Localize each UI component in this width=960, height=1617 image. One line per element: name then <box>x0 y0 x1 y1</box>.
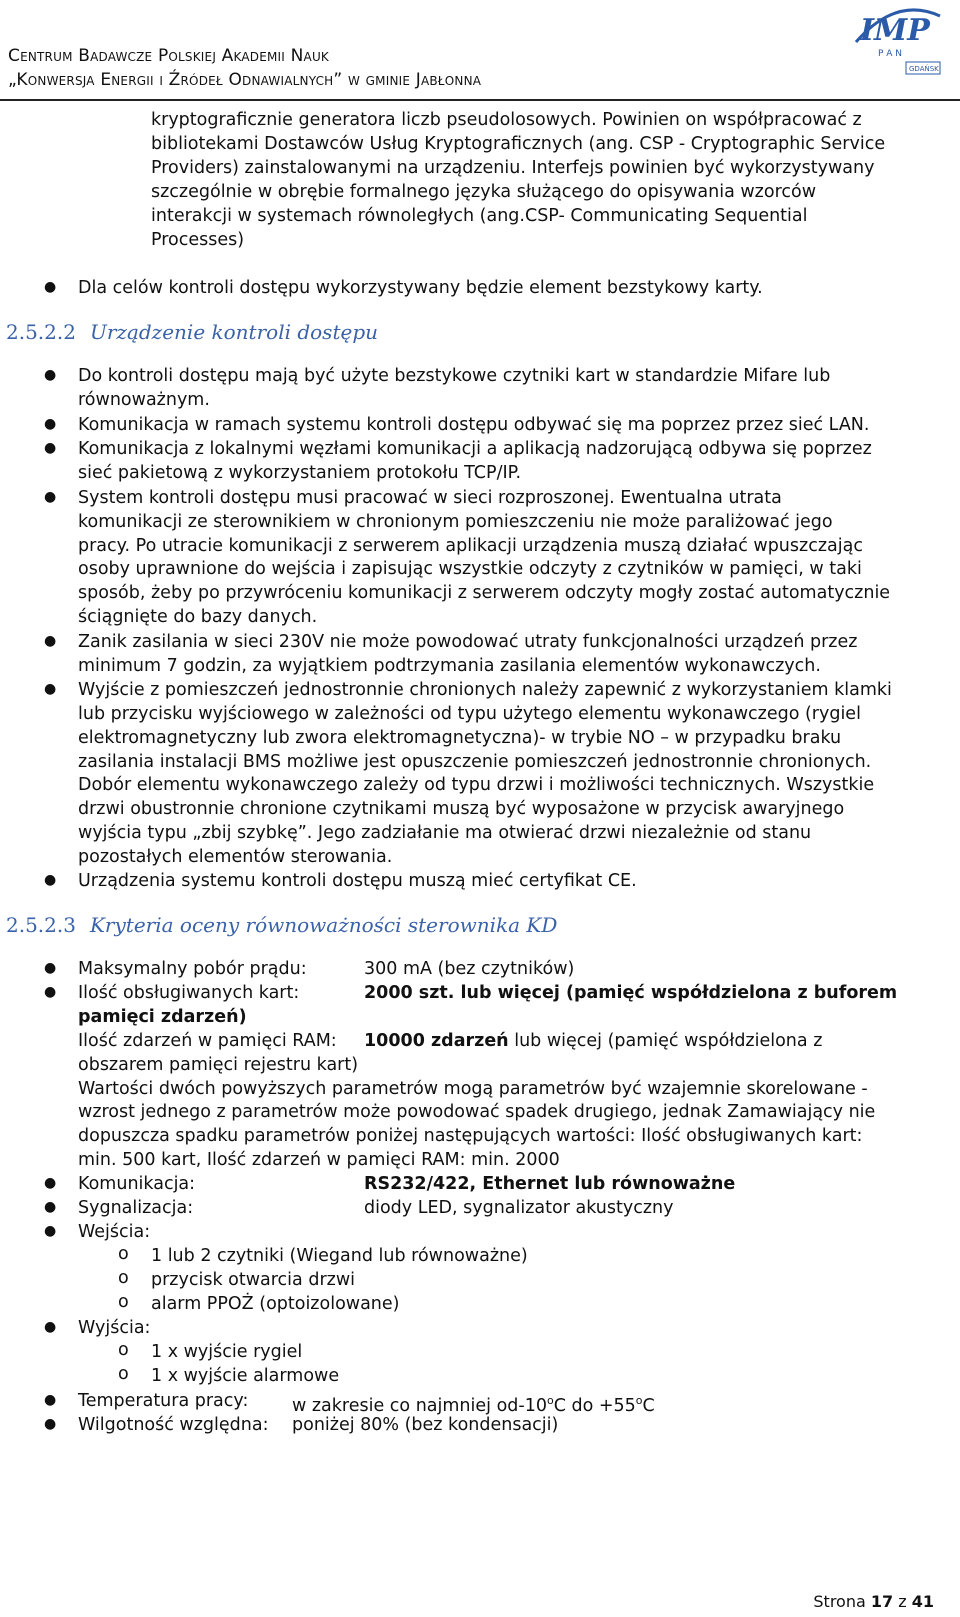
text-line: lub przycisku wyjściowego w zależności od typu użytego elementu wykonawczego (rygiel <box>78 704 861 724</box>
imp-pan-logo <box>848 2 944 82</box>
section-number: 2.5.2.3 <box>6 913 76 937</box>
svg-text:GDAŃSK: GDAŃSK <box>909 65 939 73</box>
text-line: Zanik zasilania w sieci 230V nie może powodować utraty funkcjonalności urządzeń przez <box>78 632 858 652</box>
bullet-icon: ● <box>44 367 57 383</box>
page-total: 41 <box>911 1592 934 1611</box>
text-line: Wyjście z pomieszczeń jednostronnie chronionych należy zapewnić z wykorzystaniem klamki <box>78 680 892 700</box>
param-label: Maksymalny pobór prądu: <box>78 959 307 979</box>
text-line: wzrost jednego z parametrów może powodować spadek drugiego, jednak Zamawiający nie <box>78 1102 876 1122</box>
degree-mark: o <box>635 1394 643 1407</box>
text-line: pozostałych elementów sterowania. <box>78 847 393 867</box>
param-label: Wejścia: <box>78 1222 151 1242</box>
section-heading <box>6 320 378 344</box>
list-item: 1 x wyjście alarmowe <box>151 1366 340 1386</box>
bullet-icon: ● <box>44 1175 57 1191</box>
param-value: 2000 szt. lub więcej (pamięć współdzielona z buforem <box>364 983 898 1003</box>
text-line: drzwi obustronnie chronione czytnikami muszą być wyposażone w przycisk awaryjnego <box>78 799 845 819</box>
bullet-icon: ● <box>44 681 57 697</box>
bullet-icon: ● <box>44 1416 57 1432</box>
text-line: równoważnym. <box>78 390 210 410</box>
text-line: dopuszcza spadku parametrów poniżej następujących wartości: Ilość obsługiwanych kart: <box>78 1126 863 1146</box>
bullet-icon: ● <box>44 633 57 649</box>
bullet-icon: ● <box>44 489 57 505</box>
temp-unit: C <box>642 1395 655 1416</box>
param-value: RS232/422, Ethernet lub równoważne <box>364 1174 736 1194</box>
section-heading <box>6 913 557 937</box>
text-line: wyjścia typu „zbij szybkę”. Jego zadziałanie ma otwierać drzwi niezależnie od stanu <box>78 823 812 843</box>
bullet-icon: ● <box>44 440 57 456</box>
header-divider <box>0 99 960 101</box>
param-label: Ilość obsługiwanych kart: <box>78 983 300 1003</box>
param-value: obszarem pamięci rejestru kart) <box>78 1055 359 1075</box>
text-line: szczególnie w obrębie formalnego języka służącego do opisywania wzorców <box>151 182 817 202</box>
header-project: „Konwersja Energii i Źródeł Odnawialnych” w gminie Jabłonna <box>8 70 482 90</box>
bullet-icon: ● <box>44 960 57 976</box>
page-header <box>0 0 960 102</box>
temp-range-end: C do +55 <box>553 1395 636 1416</box>
text-line: ściągnięte do bazy danych. <box>78 607 318 627</box>
text-line: Dobór elementu wykonawczego zależy od typu drzwi i możliwości technicznych. Wszystkie <box>78 775 875 795</box>
param-label: Ilość zdarzeń w pamięci RAM: <box>78 1031 337 1051</box>
page-number: 17 <box>870 1592 894 1611</box>
text-line: Komunikacja w ramach systemu kontroli dostępu odbywać się ma poprzez przez sieć LAN. <box>78 415 870 435</box>
bullet-icon: ● <box>44 872 57 888</box>
param-label: Wilgotność względna: <box>78 1415 269 1435</box>
sub-bullet-marker: o <box>118 1340 129 1360</box>
sub-bullet-marker: o <box>118 1292 129 1312</box>
param-value-bold: 10000 zdarzeń <box>364 1031 509 1051</box>
sub-bullet-marker: o <box>118 1268 129 1288</box>
param-label: Sygnalizacja: <box>78 1198 194 1218</box>
text-line: pracy. Po utracie komunikacji z serwerem aplikacji urządzenia muszą działać wpuszczając <box>78 536 863 556</box>
section-title: Kryteria oceny równoważności sterownika KD <box>89 913 558 937</box>
text-line: kryptograficznie generatora liczb pseudolosowych. Powinien on współpracować z <box>151 110 862 130</box>
param-label: Temperatura pracy: <box>78 1391 249 1411</box>
sub-bullet-marker: o <box>118 1244 129 1264</box>
param-label: Komunikacja: <box>78 1174 196 1194</box>
text-line: bibliotekami Dostawców Usług Kryptograficznych (ang. CSP - Cryptographic Service <box>151 134 886 154</box>
degree-mark: o <box>546 1394 554 1407</box>
list-item: 1 x wyjście rygiel <box>151 1342 303 1362</box>
text-line: Do kontroli dostępu mają być użyte bezstykowe czytniki kart w standardzie Mifare lub <box>78 366 831 386</box>
text-line: Processes) <box>151 230 245 250</box>
text-line: Providers) zainstalowanymi na urządzeniu. Interfejs powinien być wykorzystywany <box>151 158 875 178</box>
section-title: Urządzenie kontroli dostępu <box>89 320 379 344</box>
bullet-icon: ● <box>44 279 57 295</box>
text-line: interakcji w systemach równoległych (ang.CSP- Communicating Sequential <box>151 206 808 226</box>
param-value: diody LED, sygnalizator akustyczny <box>364 1198 674 1218</box>
header-text <box>8 44 481 92</box>
sub-bullet-marker: o <box>118 1364 129 1384</box>
bullet-icon: ● <box>44 1223 57 1239</box>
list-item: alarm PPOŻ (optoizolowane) <box>151 1294 400 1314</box>
param-value: poniżej 80% (bez kondensacji) <box>292 1415 559 1435</box>
footer-prefix: Strona <box>813 1592 866 1611</box>
bullet-icon: ● <box>44 416 57 432</box>
text-line: Wartości dwóch powyższych parametrów mogą parametrów być wzajemnie skorelowane - <box>78 1079 868 1099</box>
text-line: Urządzenia systemu kontroli dostępu muszą mieć certyfikat CE. <box>78 871 637 891</box>
text-line: elektromagnetyczny lub zwora elektromagnetyczna)- w trybie NO – w przypadku braku <box>78 728 842 748</box>
svg-text:IMP: IMP <box>860 13 930 48</box>
header-institution: Centrum Badawcze Polskiej Akademii Nauk <box>8 46 330 66</box>
param-label: Wyjścia: <box>78 1318 151 1338</box>
param-value-rest: lub więcej (pamięć współdzielona z <box>508 1031 823 1051</box>
bullet-icon: ● <box>44 1392 57 1408</box>
bullet-icon: ● <box>44 984 57 1000</box>
text-line: osoby uprawnione do wejścia i zapisując wszystkie odczyty z czytników w pamięci, w taki <box>78 559 862 579</box>
text-line: minimum 7 godzin, za wyjątkiem podtrzymania zasilania elementów wykonawczych. <box>78 656 821 676</box>
text-line: System kontroli dostępu musi pracować w sieci rozproszonej. Ewentualna utrata <box>78 488 782 508</box>
text-line: min. 500 kart, Ilość zdarzeń w pamięci RAM: min. 2000 <box>78 1150 560 1170</box>
list-item: przycisk otwarcia drzwi <box>151 1270 355 1290</box>
page-footer <box>813 1592 934 1611</box>
text-line: sposób, żeby po przywróceniu komunikacji z serwerem odczyty mogły zostać automatycznie <box>78 583 891 603</box>
temp-range-start: w zakresie co najmniej od-10 <box>292 1395 547 1416</box>
section-number: 2.5.2.2 <box>6 320 76 344</box>
footer-mid: z <box>898 1592 907 1611</box>
bullet-icon: ● <box>44 1319 57 1335</box>
text-line: sieć pakietową z wykorzystaniem protokołu TCP/IP. <box>78 463 522 483</box>
text-line: Komunikacja z lokalnymi węzłami komunikacji a aplikacją nadzorującą odbywa się poprzez <box>78 439 872 459</box>
list-item: 1 lub 2 czytniki (Wiegand lub równoważne) <box>151 1246 528 1266</box>
text-line: komunikacji ze sterownikiem w chronionym pomieszczeniu nie może paraliżować jego <box>78 512 833 532</box>
param-value: pamięci zdarzeń) <box>78 1007 247 1027</box>
text-line: zasilania instalacji BMS możliwe jest opuszczenie pomieszczeń jednostronnie chronionych. <box>78 752 872 772</box>
bullet-icon: ● <box>44 1199 57 1215</box>
svg-text:P A N: P A N <box>878 49 903 59</box>
text-line: Dla celów kontroli dostępu wykorzystywany będzie element bezstykowy karty. <box>78 278 763 298</box>
param-value: 300 mA (bez czytników) <box>364 959 575 979</box>
param-value <box>364 1029 822 1054</box>
